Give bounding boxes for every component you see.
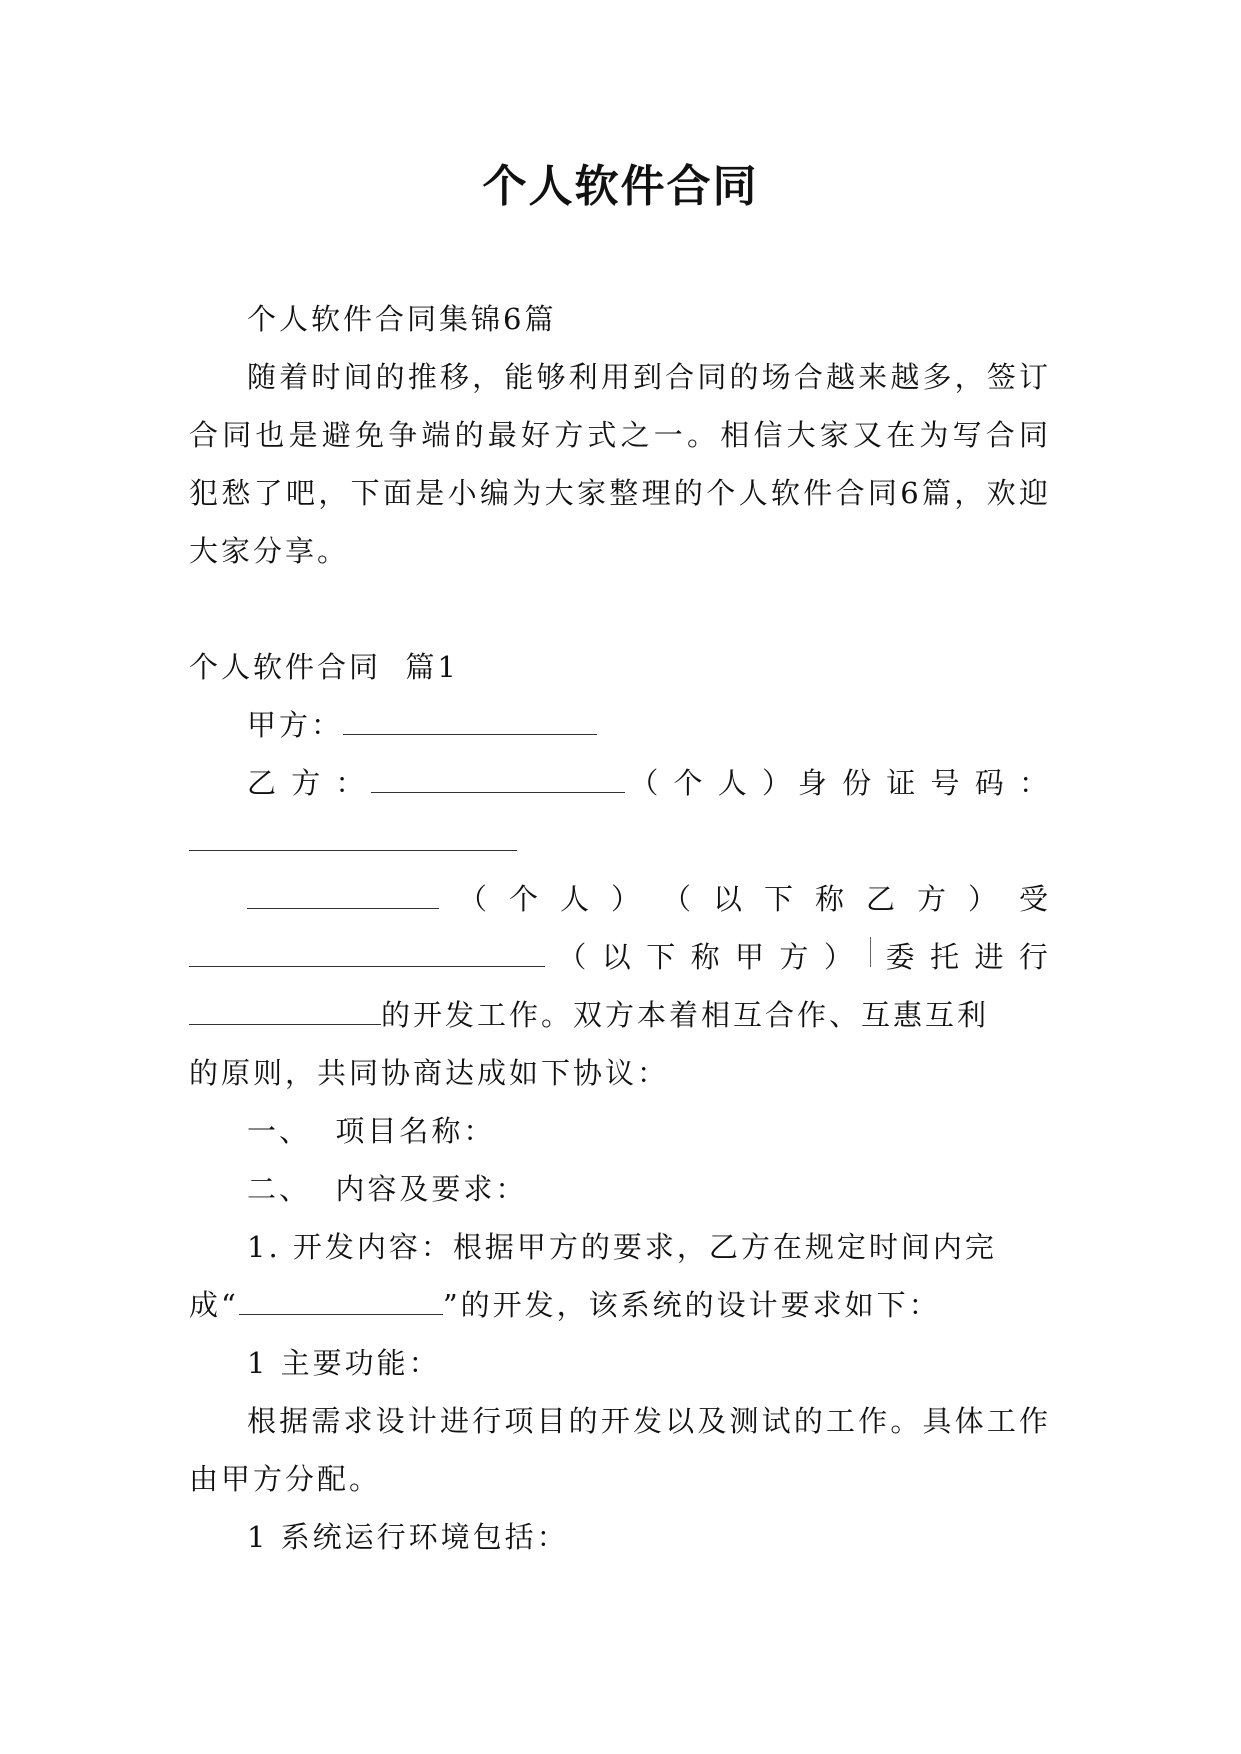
clause1-char: 下 [763, 882, 796, 916]
clause-line-2 [189, 928, 1051, 986]
clause1-char: 受 [1018, 882, 1051, 916]
clause2-char: ） [823, 940, 856, 974]
clause1-char: 个 [508, 882, 541, 916]
section1-heading: 个人软件合同 篇1 [189, 650, 459, 684]
clause2-char: 进 [974, 940, 1007, 974]
clause1-char: 以 [712, 882, 745, 916]
party-b-label: 乙 方 ： [247, 766, 368, 800]
dev-content-suffix: ”的开发，该系统的设计要求如下： [442, 1288, 941, 1322]
clause1-char: （ [457, 882, 490, 916]
main-function-text: 根据需求设计进行项目的开发以及测试的工作。具体工作由甲方分配。 [189, 1404, 1051, 1496]
clause1-char: 乙 [865, 882, 898, 916]
clause1-char: 称 [814, 882, 847, 916]
clause2-char: 行 [1018, 940, 1051, 974]
clause-blank-2[interactable] [189, 936, 545, 967]
clause-blank-3[interactable] [189, 994, 381, 1025]
item-2: 二、 内容及要求： [247, 1172, 528, 1206]
dev-content-continued [189, 1276, 1051, 1334]
clause1-char: ） [967, 882, 1000, 916]
system-name-blank[interactable] [239, 1284, 443, 1315]
dev-content: 1. 开发内容：根据甲方的要求，乙方在规定时间内完 [247, 1230, 997, 1264]
party-b-line [189, 754, 1051, 812]
id-number-blank-line [189, 812, 1051, 870]
clause2-char: 委 [885, 940, 918, 974]
clause-line-4: 的原则，共同协商达成如下协议： [189, 1056, 670, 1090]
party-a-label: 甲方： [247, 708, 344, 742]
clause2-char: 托 [930, 940, 963, 974]
intro-heading: 个人软件合同集锦6篇 [247, 302, 557, 336]
personal-mark: （ 个 人 ） [629, 766, 794, 800]
clause2-char: 下 [646, 940, 679, 974]
clause-line-3-text: 的开发工作。双方本着相互合作、互惠互利 [381, 998, 990, 1032]
clause2-char: （ [557, 940, 590, 974]
party-a-blank[interactable] [343, 704, 597, 735]
clause-blank-1[interactable] [247, 878, 439, 909]
clause1-char: 人 [559, 882, 592, 916]
env-label: 1 系统运行环境包括： [247, 1520, 569, 1554]
clause1-char: （ [661, 882, 694, 916]
clause2-char: 称 [690, 940, 723, 974]
dev-content-prefix: 成“ [189, 1288, 239, 1322]
clause2-char: 甲 [735, 940, 768, 974]
text-cursor [870, 937, 871, 967]
clause2-char: 以 [601, 940, 634, 974]
id-number-label: 身 份 证 号 码 ： [797, 766, 1051, 800]
document-body [189, 290, 1051, 1566]
intro-paragraph: 随着时间的推移，能够利用到合同的场合越来越多，签订合同也是避免争端的最好方式之一。相信大家又在为写合同犯愁了吧，下面是小编为大家整理的个人软件合同6篇，欢迎大家分享。 [189, 360, 1051, 568]
document-title: 个人软件合同 [482, 161, 759, 212]
party-a-line [189, 696, 1051, 754]
clause2-char: 方 [779, 940, 812, 974]
main-function-label: 1 主要功能： [247, 1346, 441, 1380]
clause-line-3 [189, 986, 1051, 1044]
clause1-char: 方 [916, 882, 949, 916]
item-1: 一、 项目名称： [247, 1114, 496, 1148]
id-number-blank[interactable] [189, 820, 517, 851]
blank-line [189, 580, 1051, 638]
party-b-blank[interactable] [371, 762, 625, 793]
clause1-char: ） [610, 882, 643, 916]
clause-line-1 [189, 870, 1051, 928]
